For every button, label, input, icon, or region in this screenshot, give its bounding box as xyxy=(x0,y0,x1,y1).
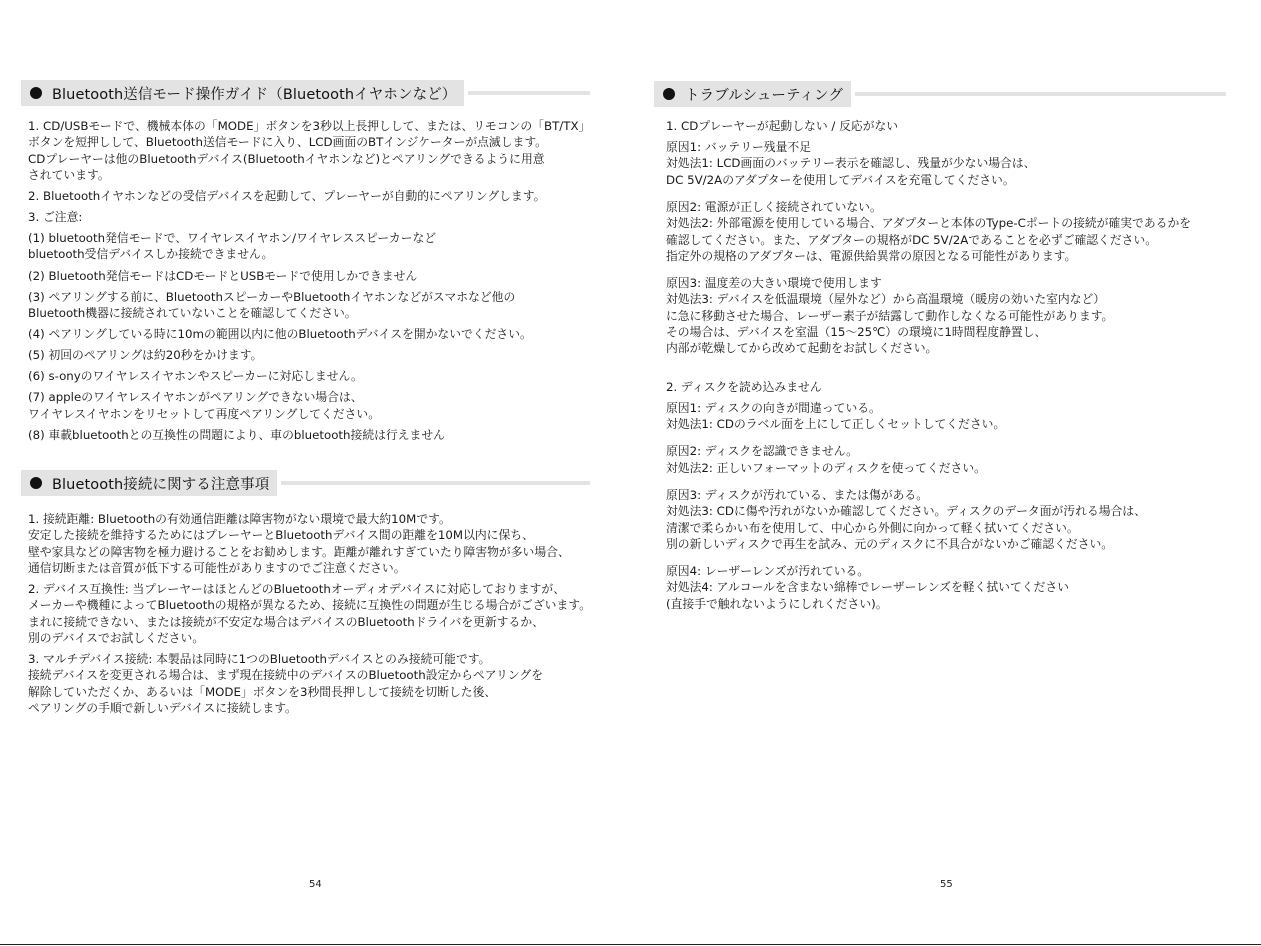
text-line: まれに接続できない、または接続が不安定な場合はデバイスのBluetoothドライバを更新するか、 xyxy=(28,614,544,629)
text-line: Bluetooth機器に接続されていないことを確認してください。 xyxy=(28,305,357,320)
text-line: 2. Bluetoothイヤホンなどの受信デバイスを起動して、プレーヤーが自動的にペアリングします。 xyxy=(28,188,546,203)
text-line: に急に移動させた場合、レーザー素子が結露して動作しなくなる可能性があります。 xyxy=(666,308,1114,323)
text-line: 原因1: バッテリー残量不足 xyxy=(666,140,811,155)
text-line: 壁や家具などの障害物を極力避けることをお勧めします。距離が離れすぎていたり障害物が多い場合、 xyxy=(28,544,570,559)
header-rule xyxy=(281,481,590,485)
text-line: 1. CDプレーヤーが起動しない / 反応がない xyxy=(666,119,899,133)
section-header-troubleshooting xyxy=(654,81,1226,107)
text-line: 対処法3: CDに傷や汚れがないか確認してください。ディスクのデータ面が汚れる場合は、 xyxy=(666,504,1146,519)
text-line: 原因3: ディスクが汚れている、または傷がある。 xyxy=(666,487,929,502)
text-line: 3. ご注意: xyxy=(28,210,83,225)
bullet-icon xyxy=(663,88,675,100)
text-line: 通信切断または音質が低下する可能性がありますのでご注意ください。 xyxy=(28,560,406,575)
bullet-icon xyxy=(30,87,42,99)
text-line: (6) s-onyのワイヤレスイヤホンやスピーカーに対応しません。 xyxy=(28,369,363,384)
text-line: メーカーや機種によってBluetoothの規格が異なるため、接続に互換性の問題が生じる場合がございます。 xyxy=(28,598,591,613)
section-title: Bluetooth接続に関する注意事項 xyxy=(52,476,270,493)
header-rule xyxy=(468,91,590,95)
text-line: DC 5V/2Aのアダプターを使用してデバイスを充電してください。 xyxy=(666,172,1015,187)
bottom-border-line xyxy=(0,944,1261,945)
text-line: (3) ペアリングする前に、BluetoothスピーカーやBluetoothイヤホンなどがスマホなど他の xyxy=(28,289,516,304)
bluetooth-notes-body xyxy=(28,511,591,716)
bullet-icon xyxy=(30,477,42,489)
spacer xyxy=(666,552,1191,563)
section-title: Bluetooth送信モード操作ガイド（Bluetoothイヤホンなど） xyxy=(52,86,457,103)
spacer xyxy=(666,357,1191,379)
text-line: 指定外の規格のアダプターは、電源供給異常の原因となる可能性があります。 xyxy=(666,248,1077,263)
text-line: CDプレーヤーは他のBluetoothデバイス(Bluetoothイヤホンなど)とペアリングできるように用意 xyxy=(28,151,545,166)
text-line: 2. デバイス互換性: 当プレーヤーはほとんどのBluetoothオーディオデバイスに対応しておりますが、 xyxy=(28,581,566,596)
text-line: 安定した接続を維持するためにはプレーヤーとBluetoothデバイス間の距離を10M以内に保ち、 xyxy=(28,528,534,543)
text-line: ボタンを短押しして、Bluetooth送信モードに入り、LCD画面のBTインジケーターが点滅します。 xyxy=(28,135,547,150)
section-header-bluetooth-transmit-guide xyxy=(21,80,590,106)
right-page xyxy=(640,0,1261,946)
section-header-bluetooth-notes xyxy=(21,470,590,496)
text-line: 対処法4: アルコールを含まない綿棒でレーザーレンズを軽く拭いてください xyxy=(666,580,1069,595)
text-line: 3. マルチデバイス接続: 本製品は同時に1つのBluetoothデバイスとのみ接続可能です。 xyxy=(28,651,491,666)
text-line: 原因4: レーザーレンズが汚れている。 xyxy=(666,564,870,579)
section-title: トラブルシューティング xyxy=(685,87,843,104)
text-line: ワイヤレスイヤホンをリセットして再度ペアリングしてください。 xyxy=(28,406,381,421)
text-line: 別の新しいディスクで再生を試み、元のディスクに不具合がないかご確認ください。 xyxy=(666,536,1114,551)
header-rule xyxy=(855,92,1226,96)
text-line: 清潔で柔らかい布を使用して、中心から外側に向かって軽く拭いてください。 xyxy=(666,520,1079,535)
text-line: 2. ディスクを読め込みません xyxy=(666,379,822,394)
section-header-tab xyxy=(654,81,851,107)
text-line: 対処法1: CDのラベル面を上にして正しくセットしてください。 xyxy=(666,417,1006,432)
text-line: (直接手で触れないようにしれください)。 xyxy=(666,596,888,611)
text-line: (8) 車載bluetoothとの互換性の問題により、車のbluetooth接続は行えません xyxy=(28,427,445,442)
text-line: 別のデバイスでお試しください。 xyxy=(28,630,205,645)
text-line: 原因3: 温度差の大きい環境で使用します xyxy=(666,276,882,291)
page-number: 54 xyxy=(309,879,322,890)
text-line: ペアリングの手順で新しいデバイスに接続します。 xyxy=(28,700,297,715)
text-line: 対処法2: 正しいフォーマットのディスクを使ってください。 xyxy=(666,460,986,475)
text-line: (4) ペアリングしている時に10mの範囲以内に他のBluetoothデバイスを開かないでください。 xyxy=(28,327,532,342)
text-line: 原因2: 電源が正しく接続されていない。 xyxy=(666,199,882,214)
text-line: 対処法1: LCD画面のバッテリー表示を確認し、残量が少ない場合は、 xyxy=(666,156,1036,171)
text-line: 対処法3: デバイスを低温環境（屋外など）から高温環境（暖房の効いた室内など） xyxy=(666,292,1106,307)
text-line: 1. CD/USBモードで、機械本体の「MODE」ボタンを3秒以上長押しして、または、リモコンの「BT/TX」 xyxy=(28,119,591,133)
bluetooth-transmit-guide-body xyxy=(28,118,590,443)
section-header-tab xyxy=(21,80,464,106)
spacer xyxy=(666,476,1191,487)
text-line: その場合は、デバイスを室温（15～25℃）の環境に1時間程度静置し、 xyxy=(666,325,1047,340)
text-line: (7) appleのワイヤレスイヤホンがペアリングできない場合は、 xyxy=(28,390,363,405)
text-line: 1. 接続距離: Bluetoothの有効通信距離は障害物がない環境で最大約10Mです。 xyxy=(28,512,451,526)
spacer xyxy=(666,432,1191,443)
text-line: (2) Bluetooth発信モードはCDモードとUSBモードで使用しかできません xyxy=(28,268,418,283)
troubleshooting-body xyxy=(666,118,1191,612)
text-line: されています。 xyxy=(28,167,110,182)
text-line: (5) 初回のペアリングは約20秒をかけます。 xyxy=(28,348,263,363)
text-line: 接続デバイスを変更される場合は、まず現在接続中のデバイスのBluetooth設定からペアリングを xyxy=(28,668,543,683)
text-line: 原因1: ディスクの向きが間違っている。 xyxy=(666,400,881,415)
text-line: 内部が乾燥してから改めて起動をお試しください。 xyxy=(666,341,938,356)
text-line: 解除していただくか、あるいは「MODE」ボタンを3秒間長押しして接続を切断した後、 xyxy=(28,684,497,699)
text-line: 原因2: ディスクを認識できません。 xyxy=(666,444,858,459)
spacer xyxy=(666,188,1191,199)
section-header-tab xyxy=(21,470,277,496)
page-number: 55 xyxy=(940,879,953,890)
text-line: 確認してください。また、アダプターの規格がDC 5V/2Aであることを必ずご確認ください。 xyxy=(666,232,1158,247)
text-line: 対処法2: 外部電源を使用している場合、アダプターと本体のType-Cポートの接続が確実であるかを xyxy=(666,216,1192,231)
text-line: (1) bluetooth発信モードで、ワイヤレスイヤホン/ワイヤレススピーカーなど xyxy=(28,231,437,246)
text-line: bluetooth受信デバイスしか接続できません。 xyxy=(28,247,274,262)
spacer xyxy=(666,264,1191,275)
